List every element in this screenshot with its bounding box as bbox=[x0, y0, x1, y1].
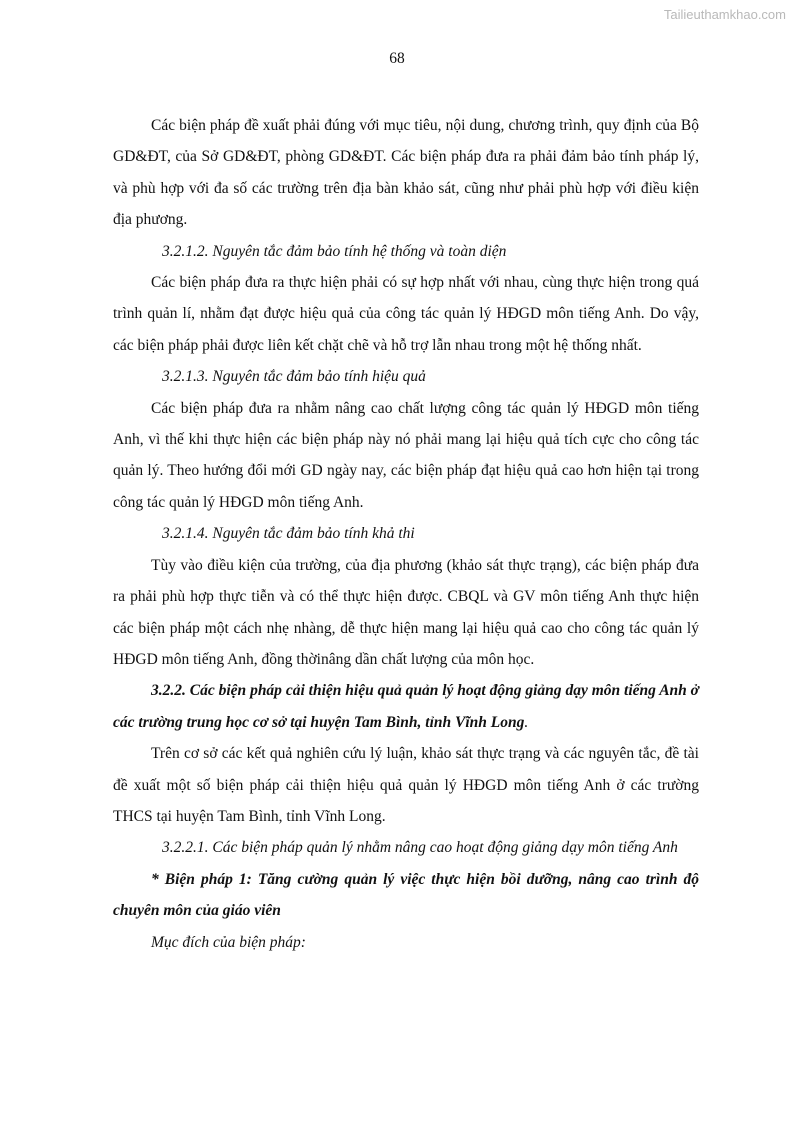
heading-322-period: . bbox=[524, 713, 529, 731]
paragraph-effectiveness-principle: Các biện pháp đưa ra nhằm nâng cao chất lượng công tác quản lý HĐGD môn tiếng Anh, vì thế khi thực hiện các biện pháp này nó phải mang lại hiệu quả tích cực cho công tác quản lý. Theo hướng đổi mới GD ngày nay, các biện pháp đạt hiệu quả cao hơn hiện tại trong công tác quản lý HĐGD môn tiếng Anh. bbox=[113, 399, 699, 511]
heading-3221: 3.2.2.1. Các biện pháp quản lý nhằm nâng cao hoạt động giảng dạy môn tiếng Anh bbox=[162, 839, 678, 857]
page-number: 68 bbox=[389, 50, 405, 67]
document-body bbox=[113, 110, 699, 958]
paragraph-measure-purpose: Mục đích của biện pháp: bbox=[151, 933, 306, 951]
watermark-text: Tailieuthamkhao.com bbox=[663, 7, 786, 22]
heading-322-text: 3.2.2. Các biện pháp cải thiện hiệu quả quản lý hoạt động giảng dạy môn tiếng Anh ở các trường trung học cơ sở tại huyện Tam Bình, tỉnh Vĩnh Long bbox=[113, 682, 699, 731]
paragraph-principles-intro: Các biện pháp đề xuất phải đúng với mục tiêu, nội dung, chương trình, quy định của Bộ GD&ĐT, của Sở GD&ĐT, phòng GD&ĐT. Các biện pháp đưa ra phải đảm bảo tính pháp lý, và phù hợp với đa số các trường trên địa bàn khảo sát, cũng như phải phù hợp với điều kiện địa phương. bbox=[113, 117, 699, 229]
heading-322 bbox=[113, 675, 699, 738]
heading-measure-1: * Biện pháp 1: Tăng cường quản lý việc thực hiện bồi dưỡng, nâng cao trình độ chuyên môn của giáo viên bbox=[113, 870, 699, 920]
heading-3212: 3.2.1.2. Nguyên tắc đảm bảo tính hệ thống và toàn diện bbox=[162, 242, 507, 260]
paragraph-feasibility-principle: Tùy vào điều kiện của trường, của địa phương (khảo sát thực trạng), các biện pháp đưa ra phải phù hợp thực tiễn và có thể thực hiện được. CBQL và GV môn tiếng Anh thực hiện các biện pháp một cách nhẹ nhàng, dễ thực hiện mang lại hiệu quả cao cho công tác quản lý HĐGD môn tiếng Anh, đồng thờinâng dần chất lượng của môn học. bbox=[113, 556, 699, 668]
paragraph-measures-intro: Trên cơ sở các kết quả nghiên cứu lý luận, khảo sát thực trạng và các nguyên tắc, đề tài đề xuất một số biện pháp cải thiện hiệu quả quản lý HĐGD môn tiếng Anh ở các trường THCS tại huyện Tam Bình, tỉnh Vĩnh Long. bbox=[113, 745, 699, 825]
heading-3213: 3.2.1.3. Nguyên tắc đảm bảo tính hiệu quả bbox=[162, 368, 426, 386]
paragraph-system-principle: Các biện pháp đưa ra thực hiện phải có sự hợp nhất với nhau, cùng thực hiện trong quá trình quản lí, nhằm đạt được hiệu quả của công tác quản lý HĐGD môn tiếng Anh. Do vậy, các biện pháp phải được liên kết chặt chẽ và hỗ trợ lẫn nhau trong một hệ thống nhất. bbox=[113, 274, 699, 354]
heading-3214: 3.2.1.4. Nguyên tắc đảm bảo tính khả thi bbox=[162, 525, 415, 543]
